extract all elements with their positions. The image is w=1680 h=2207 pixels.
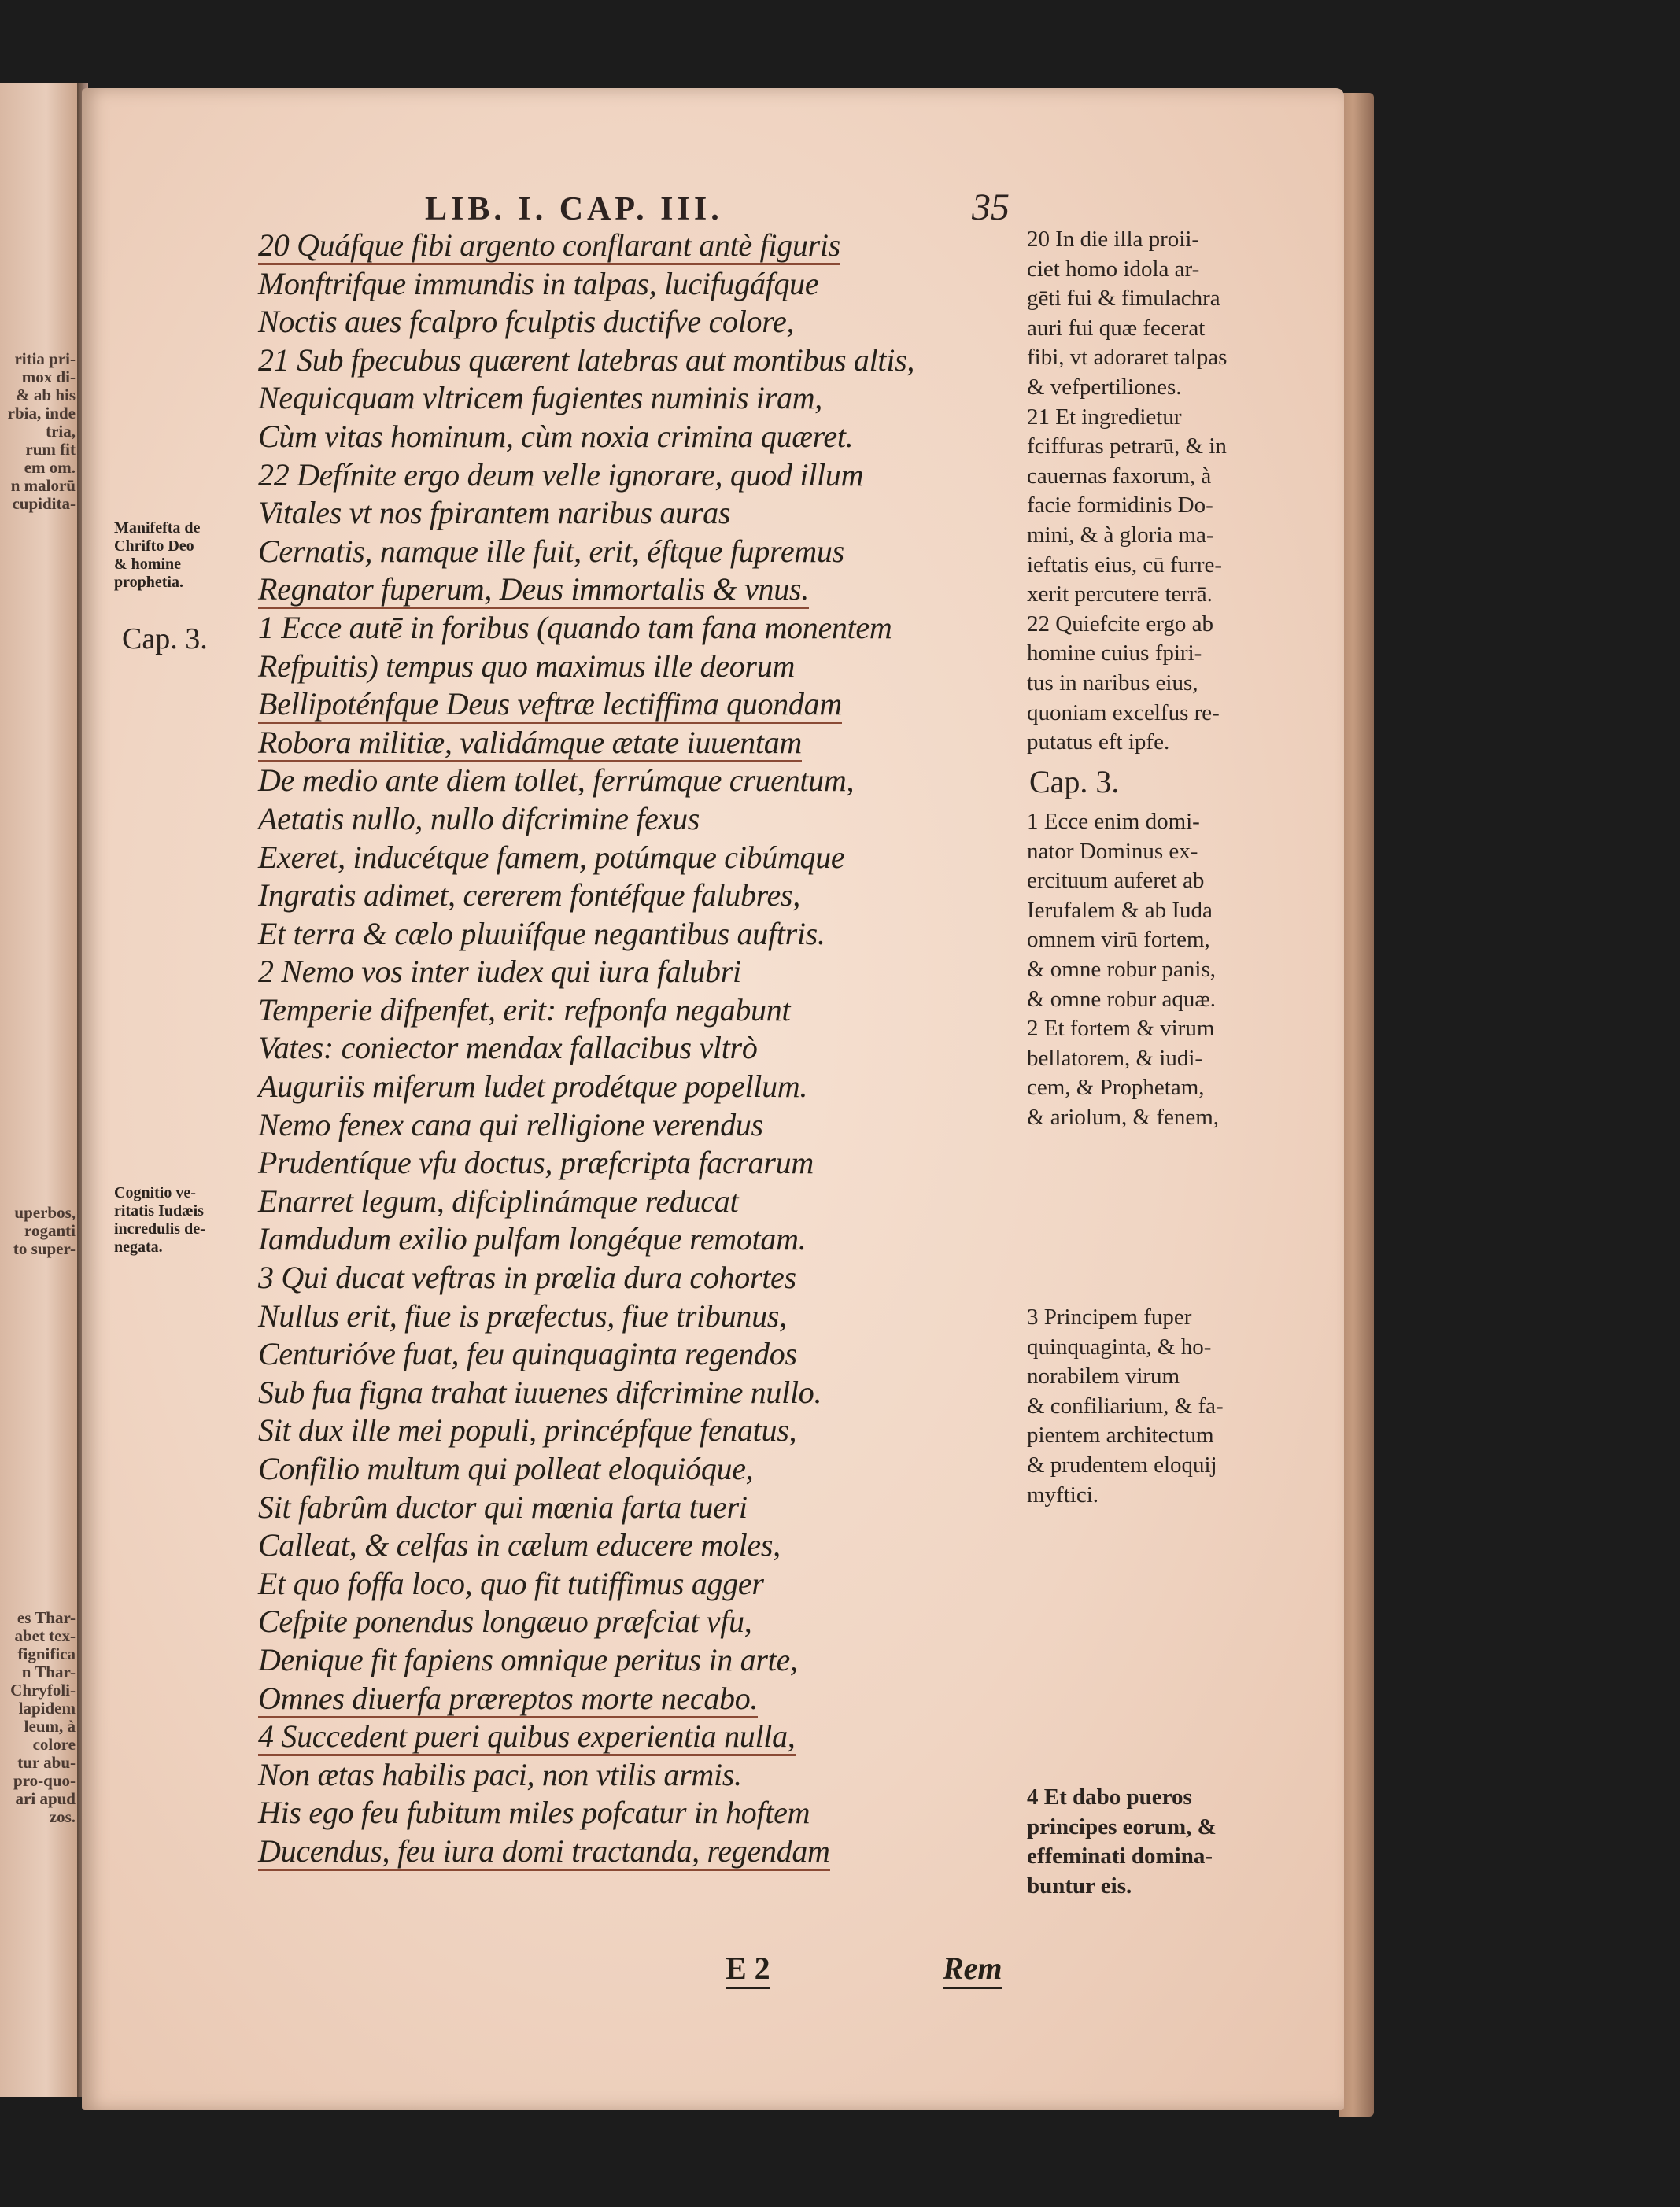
verse-line: Robora militiæ, validámque ætate iuuentam xyxy=(258,724,1029,762)
verse-line: Cefpite ponendus longæuo præfciat vfu, xyxy=(258,1604,752,1640)
verse-line: 22 Defínite ergo deum velle ignorare, quod illum xyxy=(258,456,864,493)
margin-note-right: 3 Principem fuper quinquaginta, & ho- norabilem virum & confiliarium, & fa- pientem architectum & prudentem eloquij myftici. xyxy=(1027,1305,1224,1508)
verse-line: Exeret, inducétque famem, potúmque cibúmque xyxy=(258,839,845,875)
verse-line: De medio ante diem tollet, ferrúmque cruentum, xyxy=(258,762,855,799)
left-page-fragment: ritia pri- mox di- & ab his rbia, inde tria, rum fit em om. n malorū cupidita- xyxy=(7,349,76,513)
page-number: 35 xyxy=(972,186,1010,228)
previous-page-edge xyxy=(0,83,77,2097)
verse-line: Calleat, & celfas in cælum educere moles, xyxy=(258,1527,781,1563)
verse-line: Et quo foffa loco, quo fit tutiffimus agger xyxy=(258,1565,764,1601)
book-edge xyxy=(1339,93,1374,2117)
margin-note-left: Manifefta de Chrifto Deo & homine prophetia. xyxy=(114,519,201,591)
verse-line: Vates: coniector mendax fallacibus vltrò xyxy=(258,1030,758,1066)
verse-line: Regnator fuperum, Deus immortalis & vnus. xyxy=(258,570,1029,609)
verse-line: Refpuitis) tempus quo maximus ille deorum xyxy=(258,648,796,684)
margin-note-right: 1 Ecce enim domi- nator Dominus ex- ercituum auferet ab Ierufalem & ab Iuda omnem virū fortem, & omne robur panis, & omne robur aquæ. 2 Et fortem & virum bellatorem, & iudi- cem, & Prophetam, & ariolum, & fenem, xyxy=(1027,809,1220,1130)
catchword: Rem xyxy=(943,1950,1002,1989)
verse-line: Bellipoténfque Deus veftræ lectiffima quondam xyxy=(258,685,1029,724)
verse-line: Monftrifque immundis in talpas, lucifugáfque xyxy=(258,265,819,301)
chapter-label-right: Cap. 3. xyxy=(1029,764,1120,799)
verse-line: Auguriis miferum ludet prodétque popellum. xyxy=(258,1068,808,1105)
verse-line: 2 Nemo vos inter iudex qui iura falubri xyxy=(258,954,741,990)
verse-line: 21 Sub fpecubus quærent latebras aut montibus altis, xyxy=(258,341,915,378)
verse-line: His ego feu fubitum miles pofcatur in hoftem xyxy=(258,1795,810,1831)
margin-note-left: Cognitio ve- ritatis Iudæis incredulis de- negata. xyxy=(114,1184,205,1256)
verse-line: Vitales vt nos fpirantem naribus auras xyxy=(258,495,731,531)
verse-line: Nequicquam vltricem fugientes numinis iram, xyxy=(258,380,823,416)
verse-line: Sit fabrûm ductor qui mœnia farta tueri xyxy=(258,1489,748,1525)
verse-line: 4 Succedent pueri quibus experientia nulla, xyxy=(258,1718,1029,1756)
verse-line: Centurióve fuat, feu quinquaginta regendos xyxy=(258,1336,797,1372)
signature-mark: E 2 xyxy=(726,1950,770,1989)
verse-line: Iamdudum exilio pulfam longéque remotam. xyxy=(258,1221,807,1257)
verse-line: 3 Qui ducat veftras in prœlia dura cohortes xyxy=(258,1260,796,1296)
verse-text xyxy=(258,227,1029,1871)
verse-line: Temperie difpenfet, erit: refponfa negabunt xyxy=(258,991,791,1028)
left-page-fragment: uperbos, roganti to super- xyxy=(13,1203,76,1258)
margin-note-right: 4 Et dabo pueros principes eorum, & effeminati domina- buntur eis. xyxy=(1027,1784,1217,1899)
verse-line: Nemo fenex cana qui relligione verendus xyxy=(258,1106,763,1142)
verse-line: Aetatis nullo, nullo difcrimine fexus xyxy=(258,800,700,836)
verse-line: Enarret legum, difciplinámque reducat xyxy=(258,1183,739,1219)
left-page-fragment: es Thar- abet tex- fignifica n Thar- Chryfoli- lapidem leum, à colore tur abu- pro-quo- ari apud zos. xyxy=(10,1608,76,1826)
verse-line: Sit dux ille mei populi, princépfque fenatus, xyxy=(258,1412,797,1449)
verse-line: Confilio multum qui polleat eloquióque, xyxy=(258,1451,754,1486)
verse-line: 20 Quáfque fibi argento conflarant antè figuris xyxy=(258,227,1029,265)
margin-note-right: 20 In die illa proii- ciet homo idola ar- gēti fui & fimulachra auri fui quæ fecerat fibi, vt adoraret talpas & vefpertiliones. 21 Et ingredietur fciffuras petrarū, & in cauernas faxorum, à facie formidinis Do- mini, & à gloria ma- ieftatis eius, cū furre- xerit percutere terrā. 22 Quiefcite ergo ab homine cuius fpiri- tus in naribus eius, quoniam excelfus re- putatus eft ipfe. xyxy=(1027,227,1228,755)
verse-line: Sub fua figna trahat iuuenes difcrimine nullo. xyxy=(258,1374,822,1410)
verse-line: Nullus erit, fiue is præfectus, fiue tribunus, xyxy=(258,1297,787,1334)
verse-line: Cernatis, namque ille fuit, erit, éftque fupremus xyxy=(258,533,844,569)
verse-line: Et terra & cælo pluuiífque negantibus auftris. xyxy=(258,915,825,951)
verse-line: Noctis aues fcalpro fculptis ductifve colore, xyxy=(258,304,795,340)
chapter-label-left: Cap. 3. xyxy=(122,622,208,655)
verse-line: 1 Ecce autē in foribus (quando tam fana monentem xyxy=(258,609,892,645)
verse-line: Denique fit fapiens omnique peritus in arte, xyxy=(258,1641,798,1677)
verse-line: Cùm vitas hominum, cùm noxia crimina quæret. xyxy=(258,418,854,454)
verse-line: Ducendus, feu iura domi tractanda, regendam xyxy=(258,1832,1029,1871)
verse-line: Non ætas habilis paci, non vtilis armis. xyxy=(258,1756,742,1792)
running-header: LIB. I. CAP. III. xyxy=(425,191,723,227)
verse-line: Omnes diuerfa præreptos morte necabo. xyxy=(258,1680,1029,1718)
verse-line: Ingratis adimet, cererem fontéfque falubres, xyxy=(258,877,800,913)
verse-line: Prudentíque vfu doctus, præfcripta facrarum xyxy=(258,1145,814,1181)
